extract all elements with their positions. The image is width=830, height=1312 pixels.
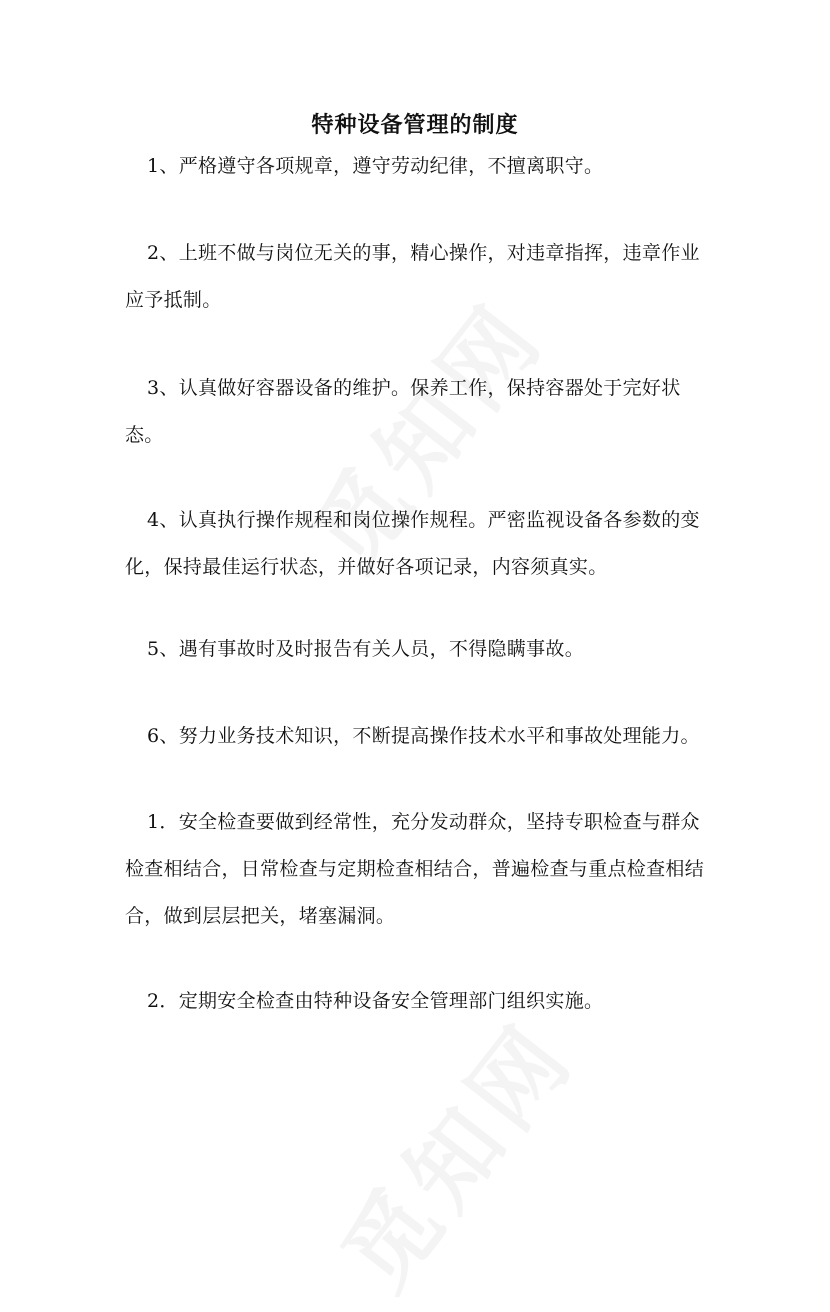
- paragraph: 1、严格遵守各项规章，遵守劳动纪律，不擅离职守。: [147, 155, 604, 177]
- paragraph: 2．定期安全检查由特种设备安全管理部门组织实施。: [147, 990, 604, 1012]
- paragraph: 6、努力业务技术知识，不断提高操作技术水平和事故处理能力。: [147, 725, 700, 747]
- paragraph: 5、遇有事故时及时报告有关人员，不得隐瞒事故。: [147, 638, 584, 660]
- watermark: [307, 990, 599, 1312]
- paragraph: 3、认真做好容器设备的维护。保养工作，保持容器处于完好状态。: [125, 377, 681, 446]
- paragraph: 2、上班不做与岗位无关的事，精心操作，对违章指挥，违章作业应予抵制。: [125, 242, 700, 311]
- paragraph: 4、认真执行操作规程和岗位操作规程。严密监视设备各参数的变化，保持最佳运行状态，并做好各项记录，内容须真实。: [125, 509, 700, 578]
- document-title: 特种设备管理的制度: [311, 113, 519, 138]
- paragraph: 1．安全检查要做到经常性，充分发动群众，坚持专职检查与群众检查相结合，日常检查与定期检查相结合，普遍检查与重点检查相结合，做到层层把关，堵塞漏洞。: [125, 811, 705, 927]
